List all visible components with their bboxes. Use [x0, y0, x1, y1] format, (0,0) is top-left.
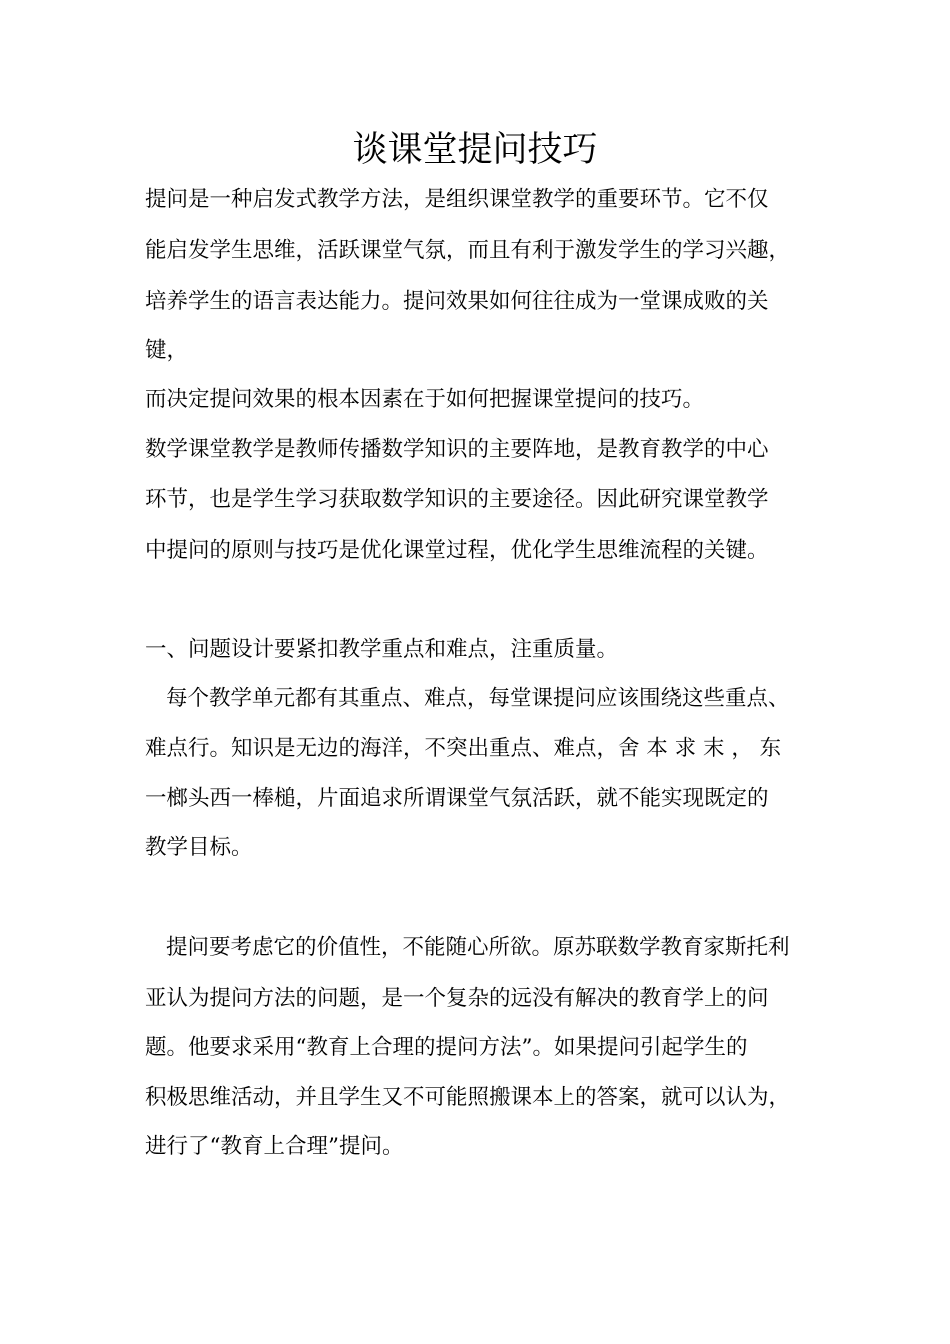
- paragraph-line: 环节，也是学生学习获取数学知识的主要途径。因此研究课堂教学: [145, 487, 769, 512]
- document-title: 谈课堂提问技巧: [352, 130, 598, 170]
- paragraph-line: 题。他要求采用“教育上合理的提问方法”。如果提问引起学生的: [145, 1035, 748, 1060]
- paragraph-line: 提问是一种启发式教学方法，是组织课堂教学的重要环节。它不仅: [145, 187, 769, 212]
- paragraph-line: 难点行。知识是无边的海洋，不突出重点、难点，舍 本 求 末 ， 东: [145, 736, 782, 761]
- paragraph-line: 数学课堂教学是教师传播数学知识的主要阵地，是教育教学的中心: [145, 437, 769, 462]
- paragraph-line: 键，: [145, 338, 189, 363]
- section-heading: 一、问题设计要紧扣教学重点和难点，注重质量。: [145, 637, 619, 662]
- paragraph-line: 中提问的原则与技巧是优化课堂过程，优化学生思维流程的关键。: [145, 538, 769, 563]
- paragraph-line: 积极思维活动，并且学生又不可能照搬课本上的答案，就可以认为，: [145, 1085, 791, 1110]
- paragraph-line: 教学目标。: [145, 835, 253, 860]
- paragraph-line: 培养学生的语言表达能力。提问效果如何往往成为一堂课成败的关: [145, 289, 769, 314]
- paragraph-line: 能启发学生思维，活跃课堂气氛，而且有利于激发学生的学习兴趣，: [145, 238, 791, 263]
- paragraph-line: 亚认为提问方法的问题，是一个复杂的远没有解决的教育学上的问: [145, 986, 769, 1011]
- paragraph-line: 而决定提问效果的根本因素在于如何把握课堂提问的技巧。: [145, 387, 705, 412]
- paragraph-line: 每个教学单元都有其重点、难点，每堂课提问应该围绕这些重点、: [166, 686, 790, 711]
- paragraph-line: 一榔头西一棒槌，片面追求所谓课堂气氛活跃，就不能实现既定的: [145, 786, 769, 811]
- paragraph-line: 进行了“教育上合理”提问。: [145, 1134, 404, 1159]
- paragraph-line: 提问要考虑它的价值性，不能随心所欲。原苏联数学教育家斯托利: [166, 935, 790, 960]
